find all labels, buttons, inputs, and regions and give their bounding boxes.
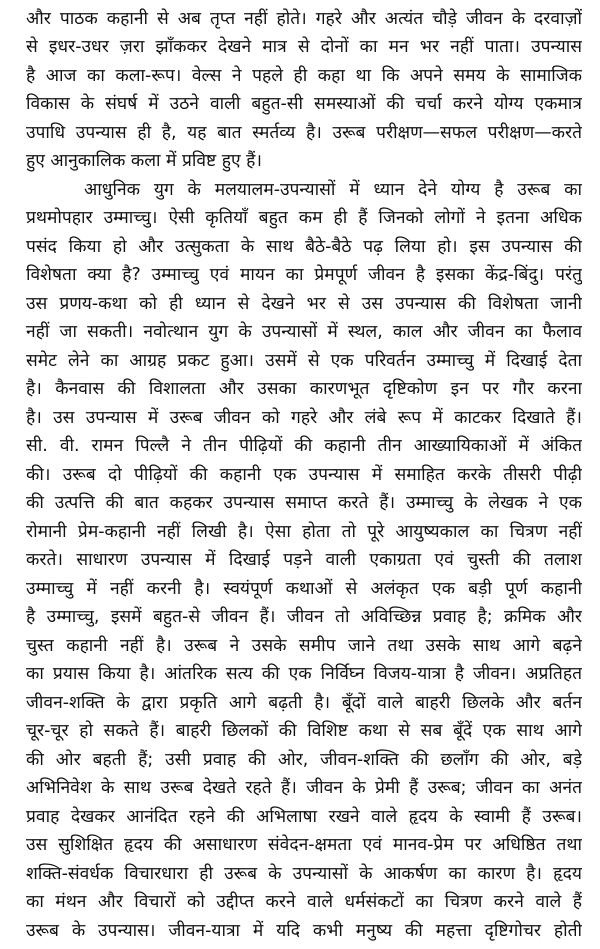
- text-line: हुए आनुकालिक कला में प्रविष्ट हुए हैं।: [26, 151, 262, 171]
- text-line: सी. वी. रामन पिल्लै ने तीन पीढ़ियों की कहानी तीन आख्यायिकाओं में अंकित: [26, 436, 582, 456]
- text-line: का मंथन और विचारों को उद्दीप्त करने वाले धर्मसंकटों का चित्रण करने वाले हैं: [26, 892, 582, 912]
- text-line: का प्रयास किया है। आंतरिक सत्य की एक निर्विघ्न विजय-यात्रा है जीवन। अप्रतिहत: [26, 664, 582, 684]
- paragraph-first-line: आधुनिक युग के मलयालम-उपन्यासों में ध्यान देने योग्य है उरूब का: [84, 180, 582, 200]
- text-line: चुस्त कहानी नहीं है। उरूब ने उसके समीप जाने तथा उसके साथ आगे बढ़ने: [26, 636, 582, 656]
- text-line: उपाधि उपन्यास ही है, यह बात स्मर्तव्य है। उरूब परीक्षण—सफल परीक्षण—करते: [26, 123, 582, 143]
- text-line: उम्माच्चु में नहीं करनी है। स्वयंपूर्ण कथाओं से अलंकृत एक बड़ी पूर्ण कहानी: [26, 579, 582, 599]
- text-line: है आज का कला-रूप। वेल्स ने पहले ही कहा था कि अपने समय के सामाजिक: [26, 66, 582, 86]
- text-line: है। कैनवास की विशालता और उसका कारणभूत दृष्टिकोण इन पर गौर करना: [26, 379, 582, 399]
- text-line: उस सुशिक्षित हृदय की असाधारण संवेदन-क्षमता एवं मानव-प्रेम पर अधिष्ठित तथा: [26, 835, 582, 855]
- text-line: समेट लेने का आग्रह प्रकट हुआ। उसमें से एक परिवर्तन उम्माच्चु में दिखाई देता: [26, 351, 582, 371]
- text-line: विशेषता क्या है? उम्माच्चु एवं मायन का प्रेमपूर्ण जीवन है इसका केंद्र-बिंदु। परंतु: [26, 265, 582, 285]
- text-line: नहीं जा सकती। नवोत्थान युग के उपन्यासों में स्थल, काल और जीवन का फैलाव: [26, 322, 582, 342]
- text-line: है उम्माच्चु, इसमें बहुत-से जीवन हैं। जीवन तो अविच्छिन्न प्रवाह है; क्रमिक और: [26, 607, 582, 627]
- text-line: अभिनिवेश के साथ उरूब देखते रहते हैं। जीवन के प्रेमी हैं उरूब; जीवन का अनंत: [26, 778, 582, 798]
- text-line: प्रवाह देखकर आनंदित रहने की अभिलाषा रखने वाले हृदय के स्वामी हैं उरूब।: [26, 807, 582, 827]
- text-line: उरूब के उपन्यास। जीवन-यात्रा में यदि कभी मनुष्य की महत्ता दृष्टिगोचर होती: [26, 921, 582, 941]
- text-line: की ओर बहती हैं; उसी प्रवाह की ओर, जीवन-शक्ति की छलाँग की ओर, बड़े: [26, 750, 582, 770]
- text-line: पसंद किया हो और उत्सुकता के साथ बैठे-बैठे पढ़ लिया हो। इस उपन्यास की: [26, 237, 582, 257]
- text-line: उस प्रणय-कथा को ही ध्यान से देखने भर से उस उपन्यास की विशेषता जानी: [26, 294, 582, 314]
- text-line: चूर-चूर हो सकते हैं। बाहरी छिलकों की विशिष्ट कथा से सब बूँदें एक साथ आगे: [26, 721, 582, 741]
- text-line: शक्ति-संवर्धक विचारधारा ही उरूब के उपन्यासों के आकर्षण का कारण है। हृदय: [26, 864, 582, 884]
- text-line: विकास के संघर्ष में उठने वाली बहुत-सी समस्याओं की चर्चा करने योग्य एकमात्र: [26, 94, 582, 114]
- text-line: की उत्पत्ति की बात कहकर उपन्यास समाप्त करते हैं। उम्माच्चु के लेखक ने एक: [26, 493, 582, 513]
- text-line: की। उरूब दो पीढ़ियों की कहानी एक उपन्यास में समाहित करके तीसरी पीढ़ी: [26, 465, 582, 485]
- text-line: प्रथमोपहार उम्माच्चु। ऐसी कृतियाँ बहुत कम ही हैं जिनको लोगों ने इतना अधिक: [26, 208, 582, 228]
- text-line: है। उस उपन्यास में उरूब जीवन को गहरे और लंबे रूप में काटकर दिखाते हैं।: [26, 408, 582, 428]
- text-line: से इधर-उधर ज़रा झाँककर देखने मात्र से दोनों का मन भर नहीं पाता। उपन्यास: [26, 37, 582, 57]
- text-line: करते। साधारण उपन्यास में दिखाई पड़ने वाली एकाग्रता एवं चुस्ती की तलाश: [26, 550, 582, 570]
- text-line: जीवन-शक्ति के द्वारा प्रकृति आगे बढ़ती है। बूँदों वाले बाहरी छिलके और बर्तन: [26, 693, 582, 713]
- text-line: रोमानी प्रेम-कहानी नहीं लिखी है। ऐसा होता तो पूरे आयुष्यकाल का चित्रण नहीं: [26, 522, 582, 542]
- text-line: और पाठक कहानी से अब तृप्त नहीं होते। गहरे और अत्यंत चौड़े जीवन के दरवाज़ों: [26, 9, 582, 29]
